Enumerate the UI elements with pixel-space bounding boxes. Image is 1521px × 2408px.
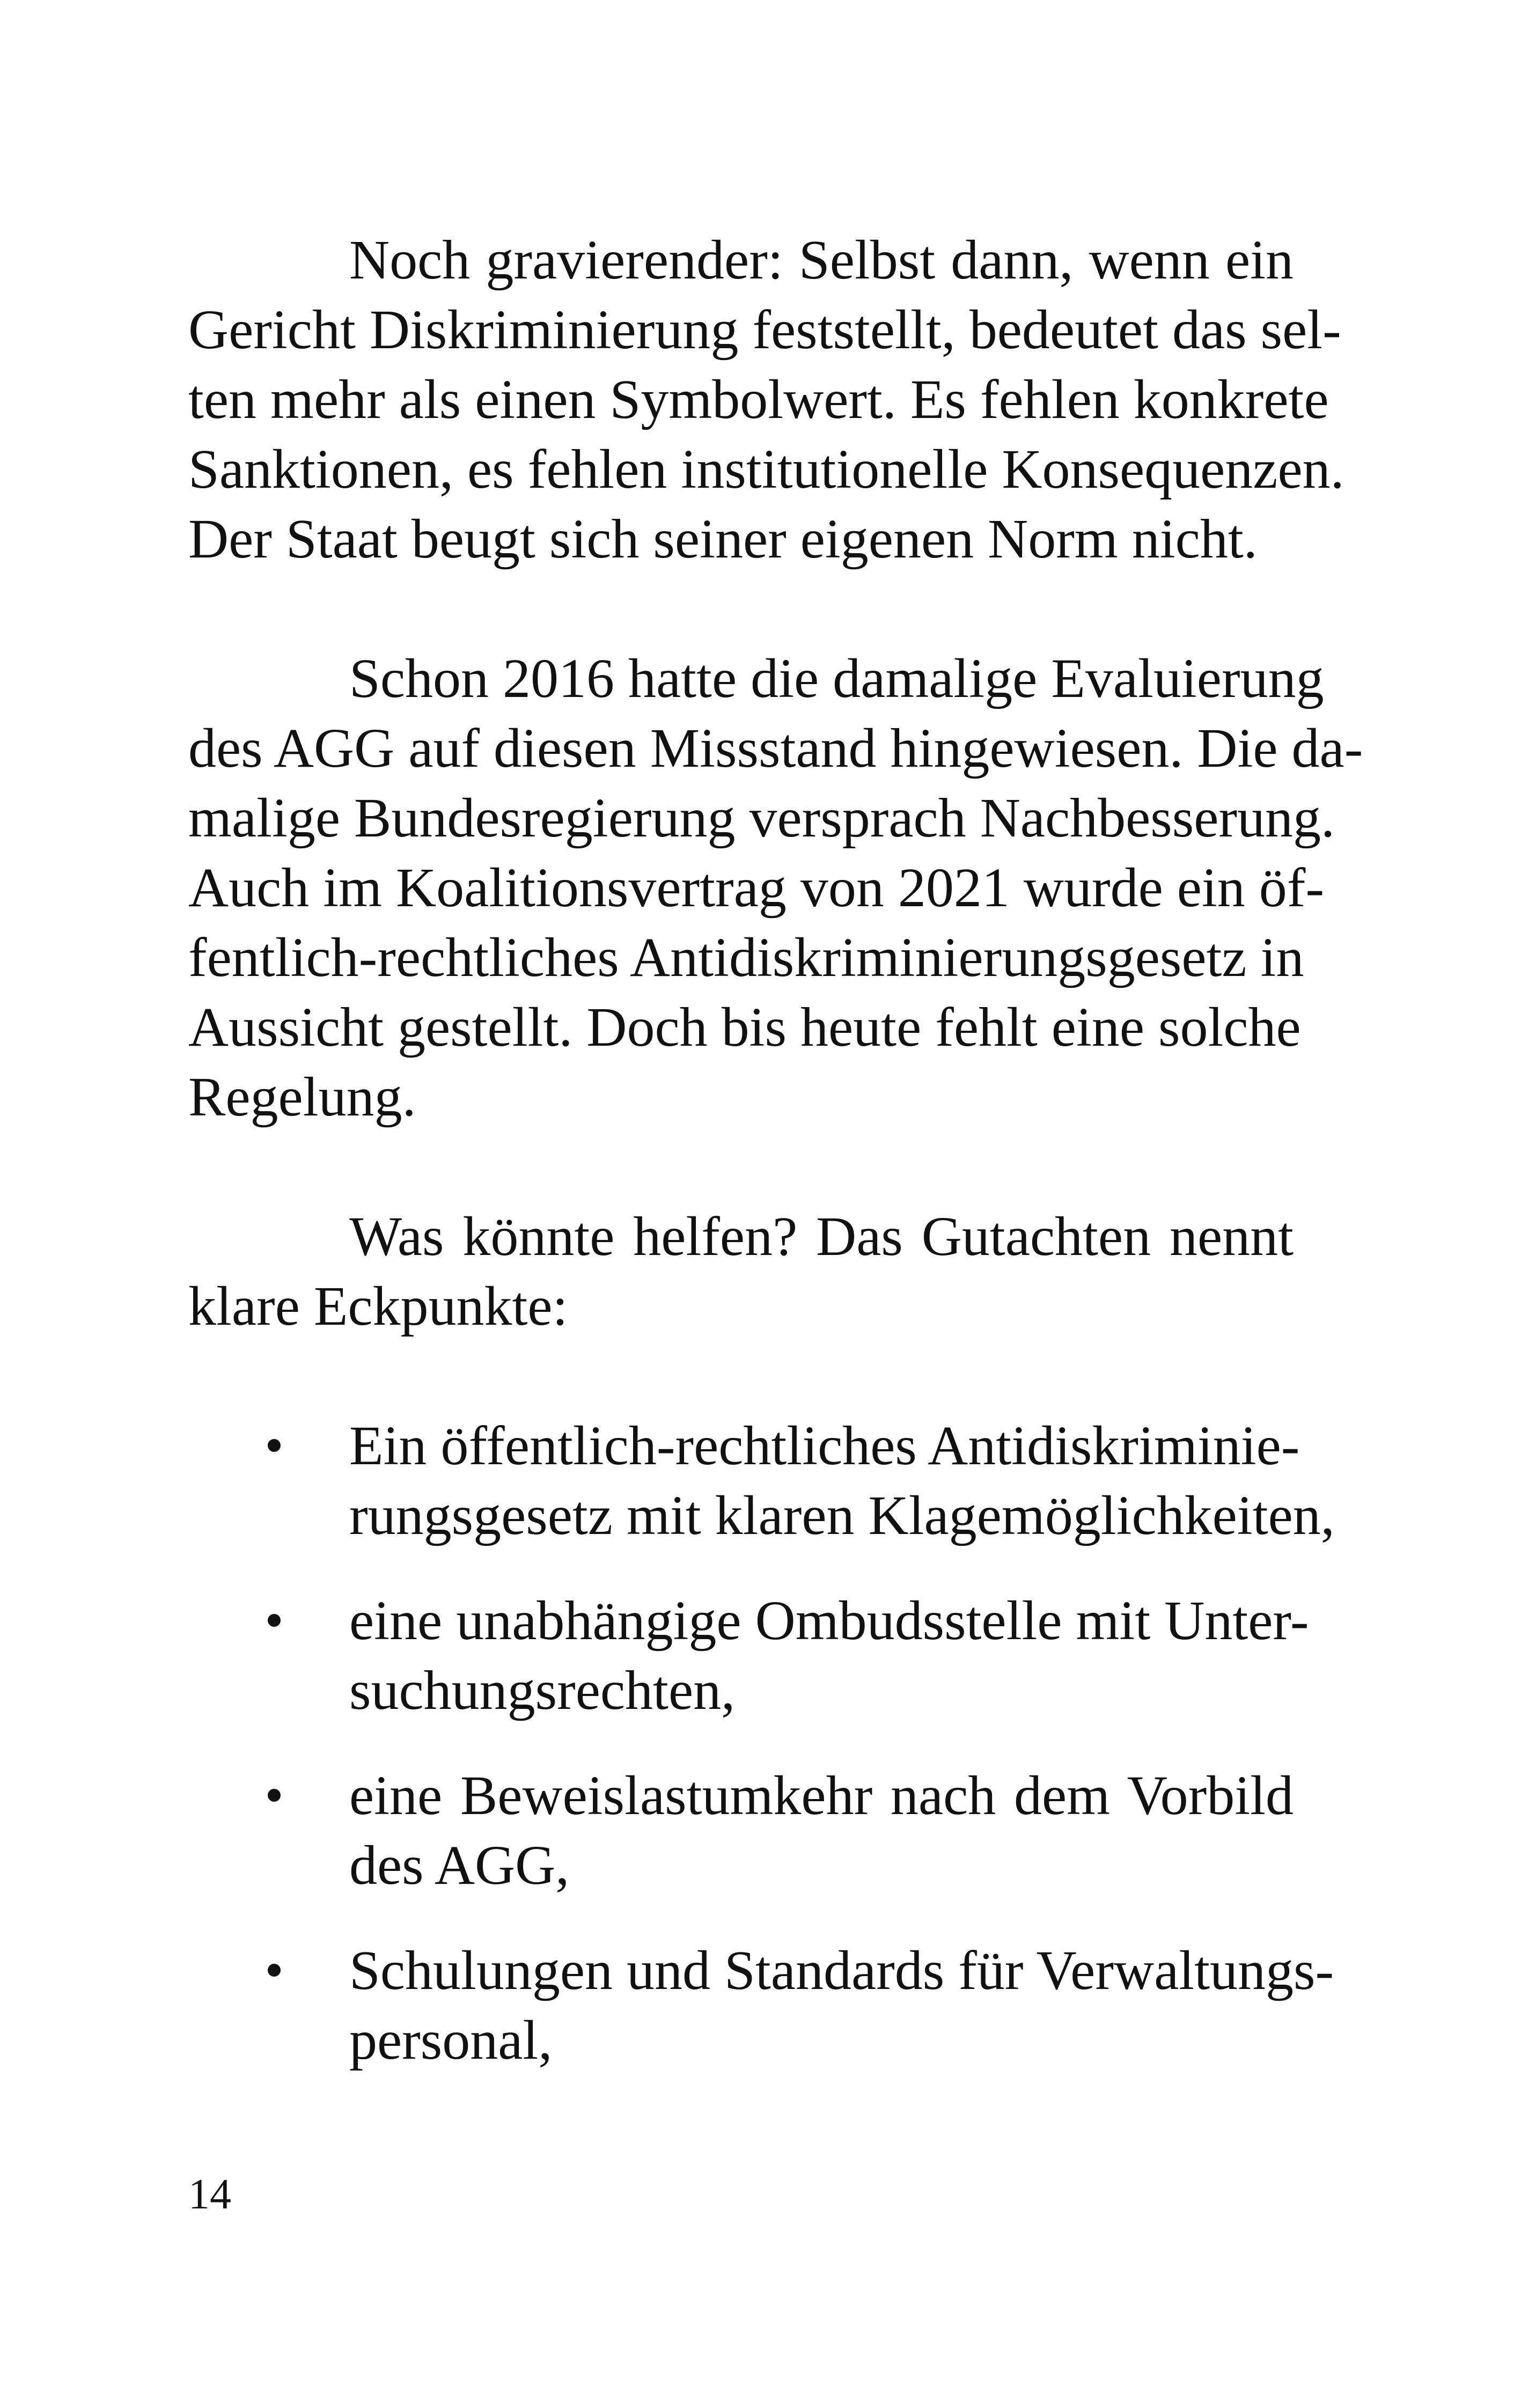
bullet-line: eine Beweislastumkehr nach dem Vorbild [349, 1765, 1294, 1826]
paragraph-line: Der Staat beugt sich seiner eigenen Norm nicht. [188, 508, 1258, 570]
paragraph-2 [188, 644, 1363, 1132]
page-body [188, 225, 1363, 2111]
paragraph-line: fentlich-rechtliches Antidiskriminierungsgesetz in [188, 927, 1304, 988]
bullet-dot-icon [268, 1789, 281, 1802]
paragraph-line: Sanktionen, es fehlen institutionelle Konsequenzen. [188, 438, 1344, 500]
paragraph-line: malige Bundesregierung versprach Nachbesserung. [188, 787, 1335, 849]
bullet-dot-icon [268, 1614, 281, 1627]
paragraph-line: Was könnte helfen? Das Gutachten nennt [349, 1206, 1294, 1267]
bullet-line: Ein öffentlich-rechtliches Antidiskriminie- [349, 1415, 1300, 1477]
bullet-item [188, 1586, 1309, 1726]
paragraph-line: klare Eckpunkte: [188, 1275, 568, 1337]
bullet-item [188, 1761, 1294, 1900]
bullet-line: suchungsrechten, [349, 1660, 736, 1721]
bullet-line: eine unabhängige Ombudsstelle mit Unter- [349, 1590, 1309, 1651]
bullet-line: des AGG, [349, 1834, 570, 1896]
paragraph-line: des AGG auf diesen Missstand hingewiesen. Die da- [188, 717, 1363, 779]
bullet-list [188, 1411, 1335, 2075]
page-number: 14 [188, 2171, 231, 2218]
bullet-dot-icon [268, 1439, 281, 1452]
paragraph-1 [188, 225, 1344, 574]
paragraph-line: Schon 2016 hatte die damalige Evaluierung [349, 648, 1324, 709]
bullet-dot-icon [268, 1964, 281, 1977]
bullet-item [188, 1411, 1335, 1551]
bullet-line: rungsgesetz mit klaren Klagemöglichkeiten, [349, 1485, 1335, 1546]
bullet-item [188, 1936, 1334, 2075]
paragraph-3 [188, 1202, 1294, 1341]
paragraph-line: ten mehr als einen Symbolwert. Es fehlen konkrete [188, 369, 1329, 430]
paragraph-line: Gericht Diskriminierung feststellt, bedeutet das sel- [188, 299, 1341, 361]
paragraph-line: Aussicht gestellt. Doch bis heute fehlt eine solche [188, 996, 1301, 1058]
paragraph-line: Noch gravierender: Selbst dann, wenn ein [349, 229, 1294, 291]
bullet-line: personal, [349, 2009, 553, 2071]
paragraph-line: Regelung. [188, 1066, 416, 1128]
paragraph-line: Auch im Koalitionsvertrag von 2021 wurde ein öf- [188, 857, 1325, 919]
bullet-line: Schulungen und Standards für Verwaltungs- [349, 1940, 1334, 2001]
